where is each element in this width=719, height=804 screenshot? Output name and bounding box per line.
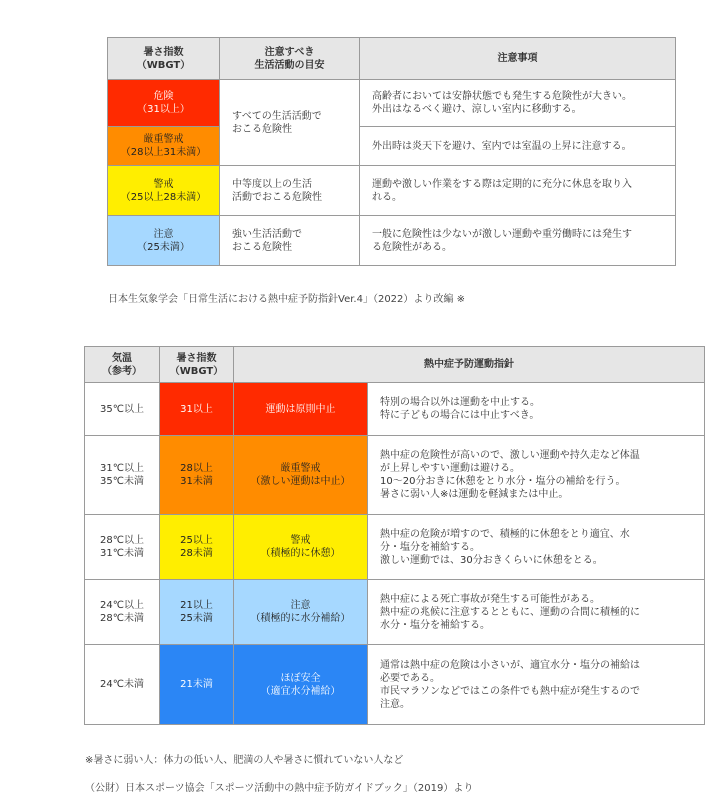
note-caution: 一般に危険性は少ないが激しい運動や重労働時には発生す る危険性がある。 xyxy=(360,216,676,266)
guide-caution: 注意 （積極的に水分補給） xyxy=(234,580,368,645)
wbgt-21-25: 21以上 25未満 xyxy=(160,580,234,645)
exercise-heatstroke-table xyxy=(84,346,705,725)
source-citation-2: （公財）日本スポーツ協会「スポーツ活動中の熱中症予防ガイドブック」（2019）より xyxy=(85,783,474,794)
guide-warning: 警戒 （積極的に休憩） xyxy=(234,515,368,580)
activity-strong: 強い生活活動で おこる危険性 xyxy=(220,216,360,266)
temp-35: 35℃以上 xyxy=(85,383,160,436)
guide-safe: ほぼ安全 （適宜水分補給） xyxy=(234,645,368,725)
temp-under-24: 24℃未満 xyxy=(85,645,160,725)
header-wbgt-2: 暑さ指数 （WBGT） xyxy=(160,347,234,383)
header-notes: 注意事項 xyxy=(360,38,676,80)
wbgt-under-21: 21未満 xyxy=(160,645,234,725)
guide-stop: 運動は原則中止 xyxy=(234,383,368,436)
guide-severe: 厳重警戒 （激しい運動は中止） xyxy=(234,436,368,515)
temp-24-28: 24℃以上 28℃未満 xyxy=(85,580,160,645)
note-stop: 特別の場合以外は運動を中止する。 特に子どもの場合には中止すべき。 xyxy=(368,383,705,436)
note-severe-warning: 外出時は炎天下を避け、室内では室温の上昇に注意する。 xyxy=(360,127,676,166)
wbgt-31: 31以上 xyxy=(160,383,234,436)
activity-moderate: 中等度以上の生活 活動でおこる危険性 xyxy=(220,166,360,216)
temp-31-35: 31℃以上 35℃未満 xyxy=(85,436,160,515)
source-citation-1: 日本生気象学会「日常生活における熱中症予防指針Ver.4」（2022）より改編 ※ xyxy=(108,294,465,305)
note-danger: 高齢者においては安静状態でも発生する危険性が大きい。 外出はなるべく避け、涼しい室内に移動する。 xyxy=(360,80,676,127)
footnote-vulnerable: ※暑さに弱い人：体力の低い人、肥満の人や暑さに慣れていない人など xyxy=(85,755,404,766)
note-severe: 熱中症の危険性が高いので、激しい運動や持久走など体温 が上昇しやすい運動は避ける。 10～20分おきに休憩をとり水分・塩分の補給を行う。 暑さに弱い人※は運動を軽減または中止。 xyxy=(368,436,705,515)
header-activity: 注意すべき 生活活動の目安 xyxy=(220,38,360,80)
header-wbgt: 暑さ指数 （WBGT） xyxy=(108,38,220,80)
wbgt-28-31: 28以上 31未満 xyxy=(160,436,234,515)
level-warning: 警戒 （25以上28未満） xyxy=(108,166,220,216)
note-warning: 運動や激しい作業をする際は定期的に充分に休息を取り入 れる。 xyxy=(360,166,676,216)
wbgt-25-28: 25以上 28未満 xyxy=(160,515,234,580)
note-warning-2: 熱中症の危険が増すので、積極的に休憩をとり適宜、水 分・塩分を補給する。 激しい運動では、30分おきくらいに休憩をとる。 xyxy=(368,515,705,580)
temp-28-31: 28℃以上 31℃未満 xyxy=(85,515,160,580)
activity-all: すべての生活活動で おこる危険性 xyxy=(220,80,360,166)
note-caution-2: 熱中症による死亡事故が発生する可能性がある。 熱中症の兆候に注意するとともに、運動の合間に積極的に 水分・塩分を補給する。 xyxy=(368,580,705,645)
daily-life-heatstroke-table xyxy=(107,37,676,266)
header-guideline: 熱中症予防運動指針 xyxy=(234,347,705,383)
level-danger: 危険 （31以上） xyxy=(108,80,220,127)
header-temp: 気温 （参考） xyxy=(85,347,160,383)
note-safe: 通常は熱中症の危険は小さいが、適宜水分・塩分の補給は 必要である。 市民マラソンなどではこの条件でも熱中症が発生するので 注意。 xyxy=(368,645,705,725)
level-severe-warning: 厳重警戒 （28以上31未満） xyxy=(108,127,220,166)
level-caution: 注意 （25未満） xyxy=(108,216,220,266)
